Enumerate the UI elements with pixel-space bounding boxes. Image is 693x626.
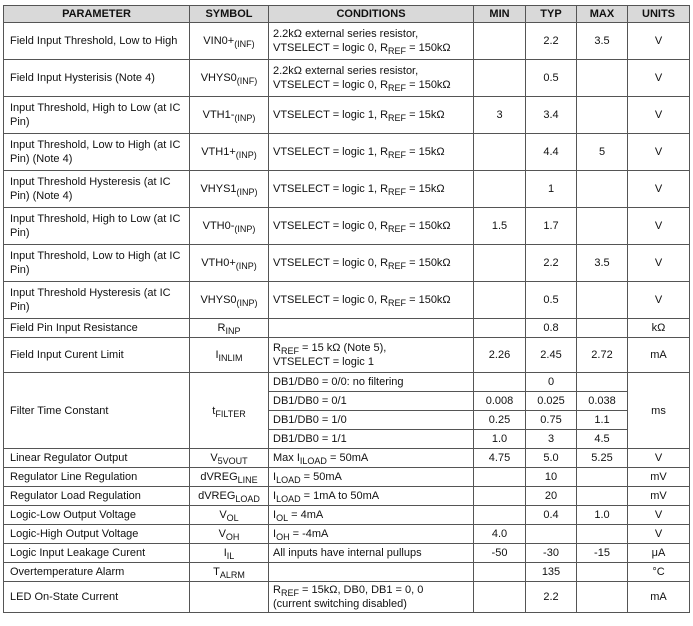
conditions-cell: $I_{OL} = 4mA$ [269, 506, 474, 525]
min-cell [474, 468, 526, 487]
parameter-cell: Input Threshold, Low to High (at IC Pin) (Note 4) [4, 134, 190, 171]
max-cell [577, 487, 628, 506]
symbol-cell: dVREG$_{LOAD}$ [190, 487, 269, 506]
units-cell: V [628, 134, 690, 171]
symbol-subscript: (INF) [234, 39, 255, 49]
typ-cell: 1.7 [526, 208, 577, 245]
units-cell: V [628, 171, 690, 208]
symbol-subscript: FILTER [215, 408, 246, 419]
filter-row [4, 373, 690, 392]
table-row [4, 97, 690, 134]
typ-cell: 2.2 [526, 23, 577, 60]
units-cell: V [628, 525, 690, 544]
symbol-subscript: (INP) [236, 187, 258, 197]
header-row [4, 6, 690, 23]
max-cell: 1.0 [577, 506, 628, 525]
conditions-cell: $I_{LOAD} = 1mA$ to 50mA [269, 487, 474, 506]
parameter-cell: Input Threshold, High to Low (at IC Pin) [4, 208, 190, 245]
symbol-subscript: ALRM [219, 570, 245, 580]
parameter-cell: Field Input Curent Limit [4, 338, 190, 373]
parameter-cell: Input Threshold, Low to High (at IC Pin) [4, 245, 190, 282]
typ-cell: 0.025 [526, 392, 577, 411]
min-cell: 4.75 [474, 449, 526, 468]
conditions-cell: VTSELECT = logic 0, $R_{REF} = 150k\Omega$ [269, 245, 474, 282]
conditions-subscript: OL [276, 513, 289, 523]
symbol-subscript: INLIM [218, 353, 243, 363]
min-cell: 1.5 [474, 208, 526, 245]
typ-cell: 5.0 [526, 449, 577, 468]
typ-cell: 10 [526, 468, 577, 487]
max-cell [577, 525, 628, 544]
symbol-subscript: (INP) [236, 298, 258, 308]
parameter-cell: Regulator Line Regulation [4, 468, 190, 487]
units-cell: ms [628, 373, 690, 449]
conditions-subscript: REF [388, 298, 407, 308]
min-cell [474, 245, 526, 282]
table-row [4, 60, 690, 97]
units-cell: V [628, 506, 690, 525]
conditions-cell: $R_{REF} = 15k\Omega$, DB0, DB1 = 0, 0 (current switching disabled) [269, 582, 474, 613]
min-cell [474, 282, 526, 319]
symbol-cell: $I_{INLIM}$ [190, 338, 269, 373]
max-cell [577, 208, 628, 245]
symbol-subscript: IL [226, 551, 235, 561]
units-cell: mV [628, 487, 690, 506]
min-cell: 3 [474, 97, 526, 134]
symbol-subscript: 5VOUT [217, 456, 248, 466]
conditions-subscript: REF [388, 113, 407, 123]
conditions-cell: Max $I_{ILOAD} = 50mA$ [269, 449, 474, 468]
typ-cell: 20 [526, 487, 577, 506]
conditions-cell: VTSELECT = logic 0, $R_{REF} = 150k\Omega$ [269, 282, 474, 319]
units-cell: μA [628, 544, 690, 563]
parameter-cell: Logic Input Leakage Curent [4, 544, 190, 563]
typ-cell: 135 [526, 563, 577, 582]
conditions-subscript: REF [388, 83, 407, 93]
typ-cell: 3.4 [526, 97, 577, 134]
header-min: MIN [474, 6, 526, 23]
symbol-cell: $I_{IL}$ [190, 544, 269, 563]
table-row [4, 23, 690, 60]
typ-cell: 2.2 [526, 245, 577, 282]
header-conditions: CONDITIONS [269, 6, 474, 23]
max-cell [577, 282, 628, 319]
conditions-cell [269, 563, 474, 582]
max-cell [577, 97, 628, 134]
symbol-subscript: (INP) [235, 150, 257, 160]
symbol-cell: $VHYS0_{(INP)}$ [190, 282, 269, 319]
typ-cell: 0.4 [526, 506, 577, 525]
typ-cell: -30 [526, 544, 577, 563]
min-cell [474, 319, 526, 338]
parameter-cell: Linear Regulator Output [4, 449, 190, 468]
conditions-cell: DB1/DB0 = 1/0 [269, 411, 474, 430]
header-typ: TYP [526, 6, 577, 23]
units-cell: V [628, 449, 690, 468]
parameter-cell: Logic-High Output Voltage [4, 525, 190, 544]
header-symbol: SYMBOL [190, 6, 269, 23]
max-cell: 2.72 [577, 338, 628, 373]
conditions-cell: VTSELECT = logic 1, $R_{REF} = 15k\Omega$ [269, 171, 474, 208]
symbol-subscript: (INP) [235, 261, 257, 271]
conditions-subscript: REF [280, 588, 299, 598]
min-cell: 2.26 [474, 338, 526, 373]
conditions-subscript: REF [388, 224, 407, 234]
min-cell [474, 23, 526, 60]
parameter-cell: Field Pin Input Resistance [4, 319, 190, 338]
symbol-cell [190, 582, 269, 613]
table-row [4, 134, 690, 171]
spec-table [3, 5, 690, 613]
conditions-cell: VTSELECT = logic 0, $R_{REF} = 150k\Omega$ [269, 208, 474, 245]
symbol-cell: $VHYS1_{(INP)}$ [190, 171, 269, 208]
units-cell: V [628, 23, 690, 60]
conditions-subscript: LOAD [276, 494, 301, 504]
max-cell [577, 563, 628, 582]
min-cell: 4.0 [474, 525, 526, 544]
min-cell [474, 134, 526, 171]
conditions-cell: VTSELECT = logic 1, $R_{REF} = 15k\Omega$ [269, 134, 474, 171]
table-row [4, 282, 690, 319]
header-parameter: PARAMETER [4, 6, 190, 23]
symbol-subscript: INP [225, 326, 241, 336]
max-cell [577, 319, 628, 338]
max-cell [577, 582, 628, 613]
max-cell: 5 [577, 134, 628, 171]
max-cell: 4.5 [577, 430, 628, 449]
parameter-cell: Input Threshold, High to Low (at IC Pin) [4, 97, 190, 134]
symbol-cell: $R_{INP}$ [190, 319, 269, 338]
max-cell [577, 171, 628, 208]
symbol-subscript: OH [225, 532, 240, 542]
table-row [4, 171, 690, 208]
typ-cell [526, 525, 577, 544]
min-cell [474, 60, 526, 97]
symbol-cell: $VTH1+_{(INP)}$ [190, 134, 269, 171]
table-row [4, 208, 690, 245]
typ-cell: 0.75 [526, 411, 577, 430]
symbol-cell: $VTH1-_{(INP)}$ [190, 97, 269, 134]
min-cell [474, 563, 526, 582]
max-cell: 3.5 [577, 23, 628, 60]
table-row [4, 506, 690, 525]
header-units: UNITS [628, 6, 690, 23]
min-cell: 0.25 [474, 411, 526, 430]
table-row [4, 525, 690, 544]
parameter-cell: Logic-Low Output Voltage [4, 506, 190, 525]
typ-cell: 2.2 [526, 582, 577, 613]
table-row [4, 582, 690, 613]
parameter-cell: LED On-State Current [4, 582, 190, 613]
min-cell: 0.008 [474, 392, 526, 411]
min-cell [474, 582, 526, 613]
min-cell: -50 [474, 544, 526, 563]
symbol-subscript: LINE [237, 475, 258, 485]
parameter-cell: Field Input Hysterisis (Note 4) [4, 60, 190, 97]
typ-cell: 1 [526, 171, 577, 208]
header-max: MAX [577, 6, 628, 23]
max-cell: 5.25 [577, 449, 628, 468]
conditions-cell [269, 319, 474, 338]
conditions-cell: DB1/DB0 = 1/1 [269, 430, 474, 449]
typ-cell: 0.8 [526, 319, 577, 338]
units-cell: V [628, 245, 690, 282]
symbol-cell: $T_{ALRM}$ [190, 563, 269, 582]
table-row [4, 544, 690, 563]
table-row [4, 338, 690, 373]
symbol-cell: $V_{OL}$ [190, 506, 269, 525]
conditions-subscript: OH [276, 532, 290, 542]
typ-cell: 2.45 [526, 338, 577, 373]
typ-cell: 0.5 [526, 60, 577, 97]
symbol-cell: $t_{FILTER}$ [190, 373, 269, 449]
parameter-cell: Input Threshold Hysteresis (at IC Pin) (Note 4) [4, 171, 190, 208]
max-cell: 3.5 [577, 245, 628, 282]
conditions-cell: $I_{LOAD} = 50mA$ [269, 468, 474, 487]
symbol-cell: $VHYS0_{(INF)}$ [190, 60, 269, 97]
typ-cell: 0 [526, 373, 577, 392]
symbol-subscript: LOAD [235, 494, 260, 504]
conditions-cell: All inputs have internal pullups [269, 544, 474, 563]
symbol-subscript: (INF) [236, 76, 258, 86]
typ-cell: 0.5 [526, 282, 577, 319]
table-row [4, 245, 690, 282]
max-cell: -15 [577, 544, 628, 563]
symbol-cell: $VTH0-_{(INP)}$ [190, 208, 269, 245]
table-row [4, 319, 690, 338]
parameter-cell: Filter Time Constant [4, 373, 190, 449]
min-cell [474, 373, 526, 392]
max-cell [577, 373, 628, 392]
conditions-subscript: REF [388, 261, 407, 271]
symbol-cell: dVREG$_{LINE}$ [190, 468, 269, 487]
conditions-cell: $R_{REF} = 15$ kΩ (Note 5), VTSELECT = logic 1 [269, 338, 474, 373]
table-row [4, 487, 690, 506]
conditions-subscript: ILOAD [299, 456, 327, 466]
units-cell: V [628, 97, 690, 134]
max-cell [577, 468, 628, 487]
units-cell: mA [628, 582, 690, 613]
symbol-subscript: OL [226, 513, 239, 523]
table-row [4, 449, 690, 468]
conditions-subscript: REF [388, 187, 407, 197]
units-cell: V [628, 60, 690, 97]
conditions-cell: DB1/DB0 = 0/0: no filtering [269, 373, 474, 392]
conditions-subscript: REF [388, 150, 407, 160]
table-row [4, 468, 690, 487]
conditions-subscript: REF [280, 346, 299, 356]
conditions-cell: 2.2kΩ external series resistor, VTSELECT = logic 0, $R_{REF} = 150k\Omega$ [269, 60, 474, 97]
max-cell: 0.038 [577, 392, 628, 411]
symbol-cell: $V_{5VOUT}$ [190, 449, 269, 468]
units-cell: mA [628, 338, 690, 373]
parameter-cell: Regulator Load Regulation [4, 487, 190, 506]
min-cell [474, 506, 526, 525]
min-cell [474, 171, 526, 208]
units-cell: °C [628, 563, 690, 582]
symbol-subscript: (INP) [234, 224, 256, 234]
max-cell: 1.1 [577, 411, 628, 430]
typ-cell: 3 [526, 430, 577, 449]
parameter-cell: Overtemperature Alarm [4, 563, 190, 582]
min-cell: 1.0 [474, 430, 526, 449]
units-cell: mV [628, 468, 690, 487]
conditions-cell: VTSELECT = logic 1, $R_{REF} = 15k\Omega$ [269, 97, 474, 134]
units-cell: V [628, 282, 690, 319]
symbol-cell: $VTH0+_{(INP)}$ [190, 245, 269, 282]
symbol-cell: $VIN0+_{(INF)}$ [190, 23, 269, 60]
min-cell [474, 487, 526, 506]
max-cell [577, 60, 628, 97]
conditions-cell: DB1/DB0 = 0/1 [269, 392, 474, 411]
conditions-subscript: LOAD [276, 475, 301, 485]
conditions-subscript: REF [388, 46, 407, 56]
symbol-subscript: (INP) [234, 113, 256, 123]
parameter-cell: Input Threshold Hysteresis (at IC Pin) [4, 282, 190, 319]
conditions-cell: 2.2kΩ external series resistor, VTSELECT = logic 0, $R_{REF} = 150k\Omega$ [269, 23, 474, 60]
parameter-cell: Field Input Threshold, Low to High [4, 23, 190, 60]
symbol-cell: $V_{OH}$ [190, 525, 269, 544]
units-cell: V [628, 208, 690, 245]
conditions-cell: $I_{OH} = -4mA$ [269, 525, 474, 544]
units-cell: kΩ [628, 319, 690, 338]
typ-cell: 4.4 [526, 134, 577, 171]
table-row [4, 563, 690, 582]
